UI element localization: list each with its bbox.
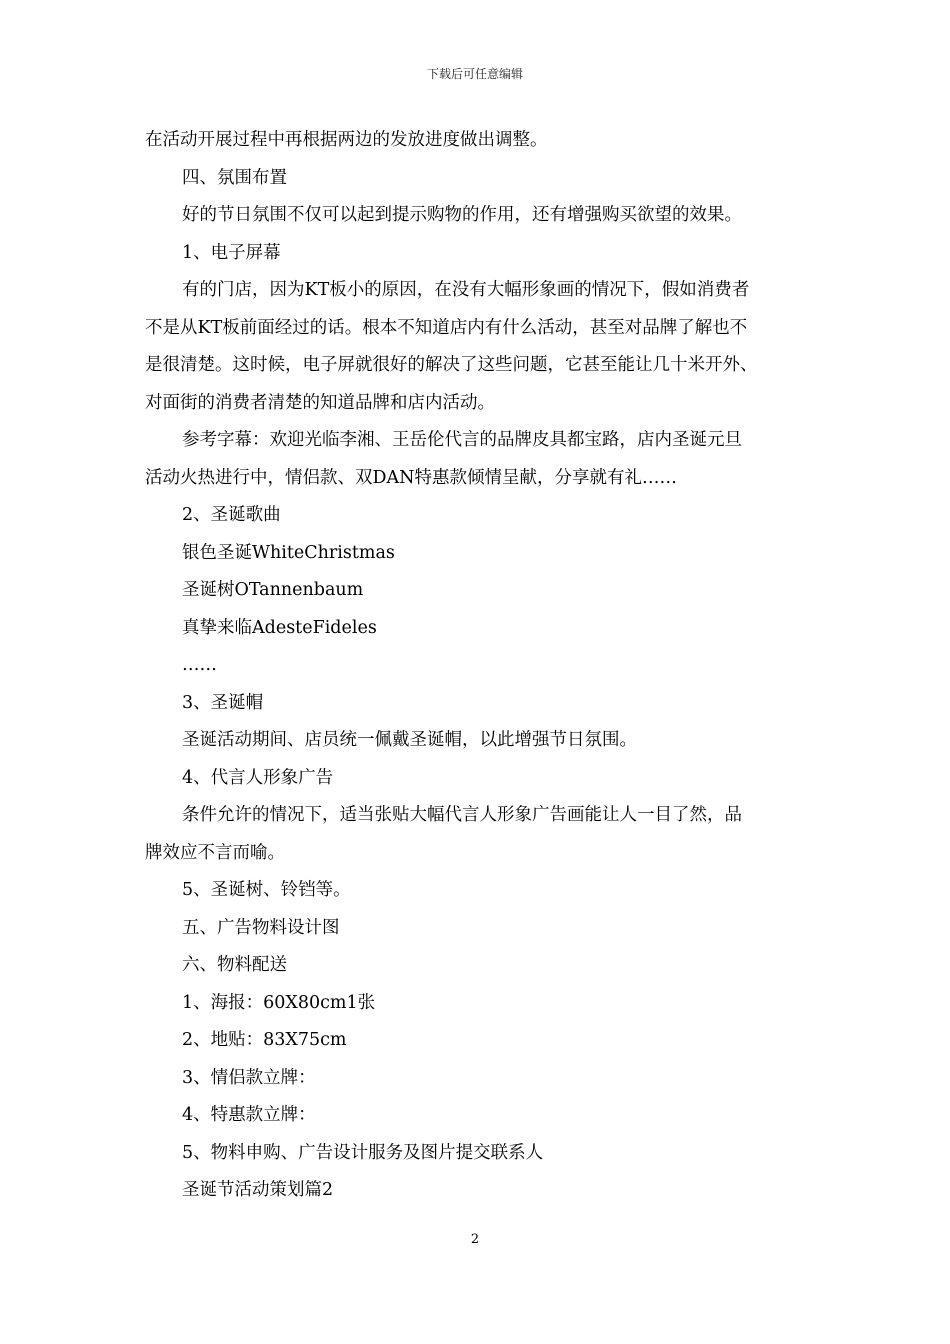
paragraph-line: 2、地贴：83X75cm	[182, 1030, 347, 1050]
paragraph-line: 3、情侣款立牌：	[182, 1067, 316, 1088]
paragraph-line: 有的门店，因为KT板小的原因，在没有大幅形象画的情况下，假如消费者	[182, 280, 750, 300]
paragraph-line: 四、氛围布置	[182, 167, 287, 188]
paragraph-line: 5、圣诞树、铃铛等。	[182, 880, 351, 900]
paragraph-line: 银色圣诞WhiteChristmas	[182, 542, 395, 563]
paragraph-line: 4、代言人形象广告	[182, 767, 334, 788]
document-body	[145, 122, 820, 1210]
paragraph-line: 圣诞活动期间、店员统一佩戴圣诞帽，以此增强节日氛围。	[182, 730, 637, 750]
paragraph-line: 1、海报：60X80cm1张	[182, 992, 376, 1013]
paragraph-line: 5、物料申购、广告设计服务及图片提交联系人	[182, 1142, 544, 1163]
paragraph-line: 活动火热进行中，情侣款、双DAN特惠款倾情呈献，分享就有礼……	[145, 467, 677, 488]
paragraph-line: 五、广告物料设计图	[182, 917, 340, 938]
paragraph-line: 是很清楚。这时候，电子屏就很好的解决了这些问题，它甚至能让几十米开外、	[145, 355, 758, 375]
paragraph-line: 圣诞树OTannenbaum	[182, 580, 364, 600]
paragraph-line: 1、电子屏幕	[182, 242, 281, 263]
paragraph-line: 3、圣诞帽	[182, 692, 264, 713]
paragraph-line: 条件允许的情况下，适当张贴大幅代言人形象广告画能让人一目了然，品	[182, 805, 742, 825]
paragraph-line: 六、物料配送	[182, 955, 287, 975]
paragraph-line: 参考字幕：欢迎光临李湘、王岳伦代言的品牌皮具都宝路，店内圣诞元旦	[182, 430, 742, 450]
paragraph-line: 真挚来临AdesteFideles	[182, 617, 377, 638]
paragraph-line: ……	[182, 655, 217, 675]
page-header: 下载后可任意编辑	[426, 67, 523, 81]
paragraph-line: 对面街的消费者清楚的知道品牌和店内活动。	[145, 392, 495, 413]
paragraph-line: 好的节日氛围不仅可以起到提示购物的作用，还有增强购买欲望的效果。	[182, 205, 742, 225]
page-number: 2	[470, 1232, 480, 1247]
paragraph-line: 牌效应不言而喻。	[145, 842, 285, 863]
paragraph-line: 在活动开展过程中再根据两边的发放进度做出调整。	[145, 130, 548, 150]
paragraph-line: 圣诞节活动策划篇2	[182, 1180, 334, 1200]
paragraph-line: 不是从KT板前面经过的话。根本不知道店内有什么活动，甚至对品牌了解也不	[145, 317, 748, 338]
paragraph-line: 4、特惠款立牌：	[182, 1105, 316, 1125]
paragraph-line: 2、圣诞歌曲	[182, 505, 281, 525]
